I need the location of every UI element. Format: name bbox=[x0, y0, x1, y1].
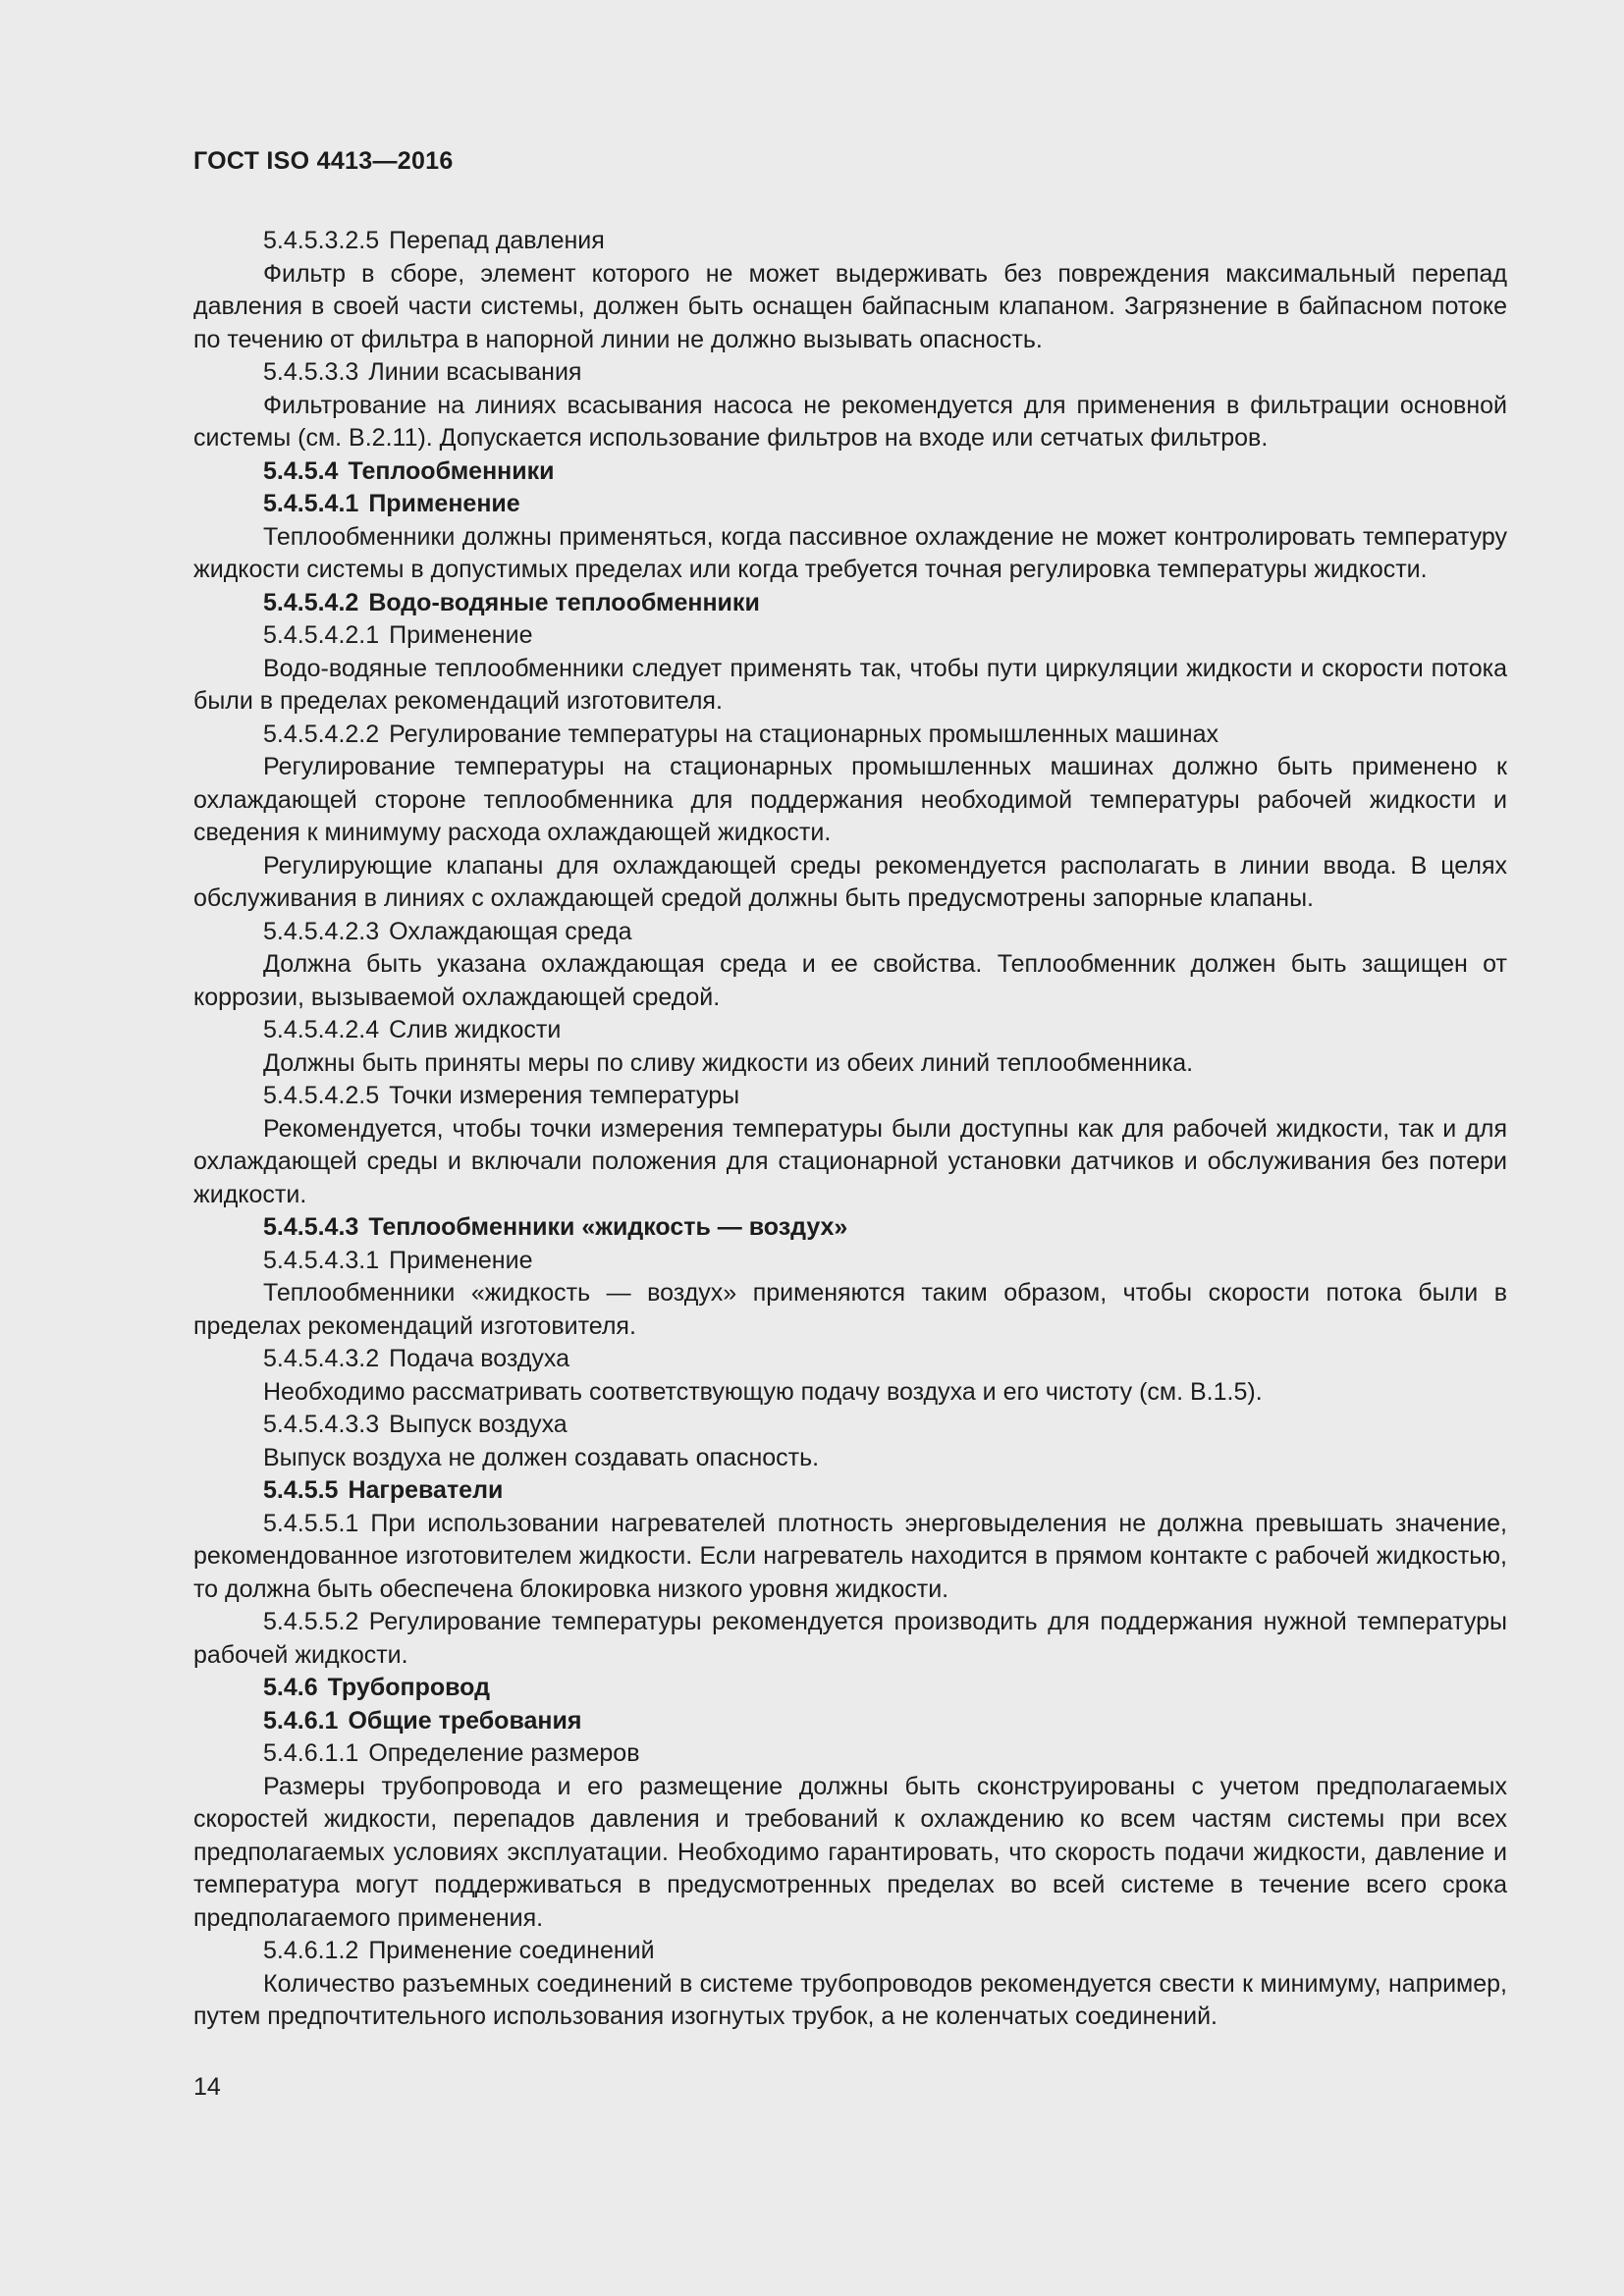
section-number: 5.4.6 bbox=[263, 1674, 318, 1701]
section-title: Слив жидкости bbox=[389, 1016, 562, 1043]
section-heading bbox=[193, 916, 1507, 949]
section-heading bbox=[193, 1080, 1507, 1113]
section-number: 5.4.5.3.3 bbox=[263, 358, 359, 386]
section-number: 5.4.6.1 bbox=[263, 1706, 339, 1735]
section-title: Водо-водяные теплообменники bbox=[368, 588, 760, 616]
paragraph: Размеры трубопровода и его размещение должны быть сконструированы с учетом предполагаемых скоростей жидкости, перепадов давления и требований к охлаждению ко всем частям системы при всех предполагаемых условиях эксплуатации. Необходимо гарантировать, что скорость подачи жидкости, давление и температура могут поддерживаться в предусмотренных пределах во всей системе в течение всего срока предполагаемого применения. bbox=[193, 1772, 1507, 1932]
section-title: Применение bbox=[389, 1246, 533, 1274]
section-number: 5.4.5.4.2 bbox=[263, 588, 359, 616]
section-number: 5.4.5.4.2.5 bbox=[263, 1082, 380, 1109]
document-body bbox=[193, 225, 1507, 2034]
paragraph: Выпуск воздуха не должен создавать опасность. bbox=[263, 1443, 820, 1471]
section-title: Нагреватели bbox=[348, 1476, 504, 1504]
paragraph: Количество разъемных соединений в системе трубопроводов рекомендуется свести к минимуму, например, путем предпочтительного использования изогнутых трубок, а не коленчатых соединений. bbox=[193, 1969, 1507, 2030]
paragraph: Теплообменники «жидкость — воздух» применяются таким образом, чтобы скорости потока были в пределах рекомендаций изготовителя. bbox=[193, 1279, 1507, 1340]
section-heading bbox=[193, 1935, 1507, 1968]
section-heading bbox=[193, 1672, 1507, 1705]
section-number: 5.4.5.4.3.2 bbox=[263, 1345, 380, 1372]
section-title: Перепад давления bbox=[389, 227, 605, 254]
paragraph: Фильтр в сборе, элемент которого не может выдерживать без повреждения максимальный перепад давления в своей части системы, должен быть оснащен байпасным клапаном. Загрязнение в байпасном потоке по течению от фильтра в напорной линии не должно вызывать опасность. bbox=[193, 259, 1507, 353]
section-number: 5.4.5.4.3 bbox=[263, 1213, 359, 1241]
section-title: Применение bbox=[368, 490, 520, 517]
section-heading bbox=[193, 225, 1507, 258]
section-number: 5.4.5.4.2.3 bbox=[263, 917, 380, 945]
section-title: Регулирование температуры на стационарных промышленных машинах bbox=[389, 720, 1218, 748]
section-title: Применение bbox=[389, 621, 533, 649]
section-number: 5.4.5.4.2.2 bbox=[263, 720, 380, 748]
section-title: Общие требования bbox=[348, 1706, 582, 1735]
section-heading bbox=[193, 1409, 1507, 1442]
document-header: ГОСТ ISO 4413—2016 bbox=[193, 147, 454, 175]
section-title: Применение соединений bbox=[368, 1937, 655, 1964]
section-heading bbox=[193, 1014, 1507, 1047]
section-heading bbox=[193, 455, 1507, 489]
section-heading bbox=[193, 619, 1507, 653]
section-title: Теплообменники bbox=[348, 456, 555, 485]
paragraph: Фильтрование на линиях всасывания насоса не рекомендуется для применения в фильтрации основной системы (см. В.2.11). Допускается использование фильтров на входе или сетчатых фильтров. bbox=[193, 391, 1507, 452]
section-title: Выпуск воздуха bbox=[389, 1411, 568, 1438]
section-heading bbox=[193, 1737, 1507, 1771]
paragraph: Рекомендуется, чтобы точки измерения температуры были доступны как для рабочей жидкости, так и для охлаждающей среды и включали положения для стационарной установки датчиков и обслуживания без потери жидкости. bbox=[193, 1114, 1507, 1208]
section-heading bbox=[193, 488, 1507, 521]
section-heading bbox=[193, 1705, 1507, 1738]
section-heading bbox=[193, 1343, 1507, 1376]
section-title: Определение размеров bbox=[368, 1739, 640, 1767]
section-heading bbox=[193, 1474, 1507, 1508]
section-heading bbox=[193, 587, 1507, 620]
section-number: 5.4.5.4.3.3 bbox=[263, 1411, 380, 1438]
paragraph: Должны быть приняты меры по сливу жидкости из обеих линий теплообменника. bbox=[263, 1048, 1194, 1077]
paragraph: Регулирование температуры на стационарных промышленных машинах должно быть применено к охлаждающей стороне теплообменника для поддержания необходимой температуры рабочей жидкости и сведения к минимуму расхода охлаждающей жидкости. bbox=[193, 753, 1507, 846]
paragraph: Должна быть указана охлаждающая среда и ее свойства. Теплообменник должен быть защищен от коррозии, вызываемой охлаждающей средой. bbox=[193, 950, 1507, 1011]
paragraph: Водо-водяные теплообменники следует применять так, чтобы пути циркуляции жидкости и скорости потока были в пределах рекомендаций изготовителя. bbox=[193, 654, 1507, 715]
section-number: 5.4.5.4 bbox=[263, 456, 339, 485]
section-number: 5.4.5.4.2.1 bbox=[263, 621, 380, 649]
section-title: Трубопровод bbox=[327, 1674, 490, 1701]
section-number: 5.4.6.1.1 bbox=[263, 1739, 359, 1767]
page-number: 14 bbox=[193, 2073, 221, 2101]
section-title: Подача воздуха bbox=[389, 1345, 570, 1372]
section-number: 5.4.5.5 bbox=[263, 1476, 339, 1504]
section-number: 5.4.5.4.3.1 bbox=[263, 1246, 380, 1274]
section-heading bbox=[193, 1211, 1507, 1245]
section-heading bbox=[193, 1245, 1507, 1278]
paragraph: 5.4.5.5.1 При использовании нагревателей плотность энерговыделения не должна превышать значение, рекомендованное изготовителем жидкости. Если нагреватель находится в прямом контакте с рабочей жидкостью, то должна быть обеспечена блокировка низкого уровня жидкости. bbox=[193, 1509, 1507, 1603]
section-number: 5.4.5.3.2.5 bbox=[263, 227, 380, 254]
paragraph: Необходимо рассматривать соответствующую подачу воздуха и его чистоту (см. В.1.5). bbox=[263, 1377, 1263, 1406]
section-title: Охлаждающая среда bbox=[389, 917, 632, 945]
section-number: 5.4.5.4.1 bbox=[263, 490, 359, 517]
section-heading bbox=[193, 719, 1507, 752]
section-title: Точки измерения температуры bbox=[389, 1082, 740, 1109]
section-number: 5.4.6.1.2 bbox=[263, 1937, 359, 1964]
paragraph: 5.4.5.5.2 Регулирование температуры рекомендуется производить для поддержания нужной температуры рабочей жидкости. bbox=[193, 1608, 1507, 1669]
section-heading bbox=[193, 356, 1507, 390]
section-title: Теплообменники «жидкость — воздух» bbox=[368, 1213, 848, 1241]
section-number: 5.4.5.4.2.4 bbox=[263, 1016, 380, 1043]
section-title: Линии всасывания bbox=[368, 358, 582, 386]
paragraph: Регулирующие клапаны для охлаждающей среды рекомендуется располагать в линии ввода. В целях обслуживания в линиях с охлаждающей средой должны быть предусмотрены запорные клапаны. bbox=[193, 851, 1507, 912]
paragraph: Теплообменники должны применяться, когда пассивное охлаждение не может контролировать температуру жидкости системы в допустимых пределах или когда требуется точная регулировка температуры жидкости. bbox=[193, 522, 1507, 583]
